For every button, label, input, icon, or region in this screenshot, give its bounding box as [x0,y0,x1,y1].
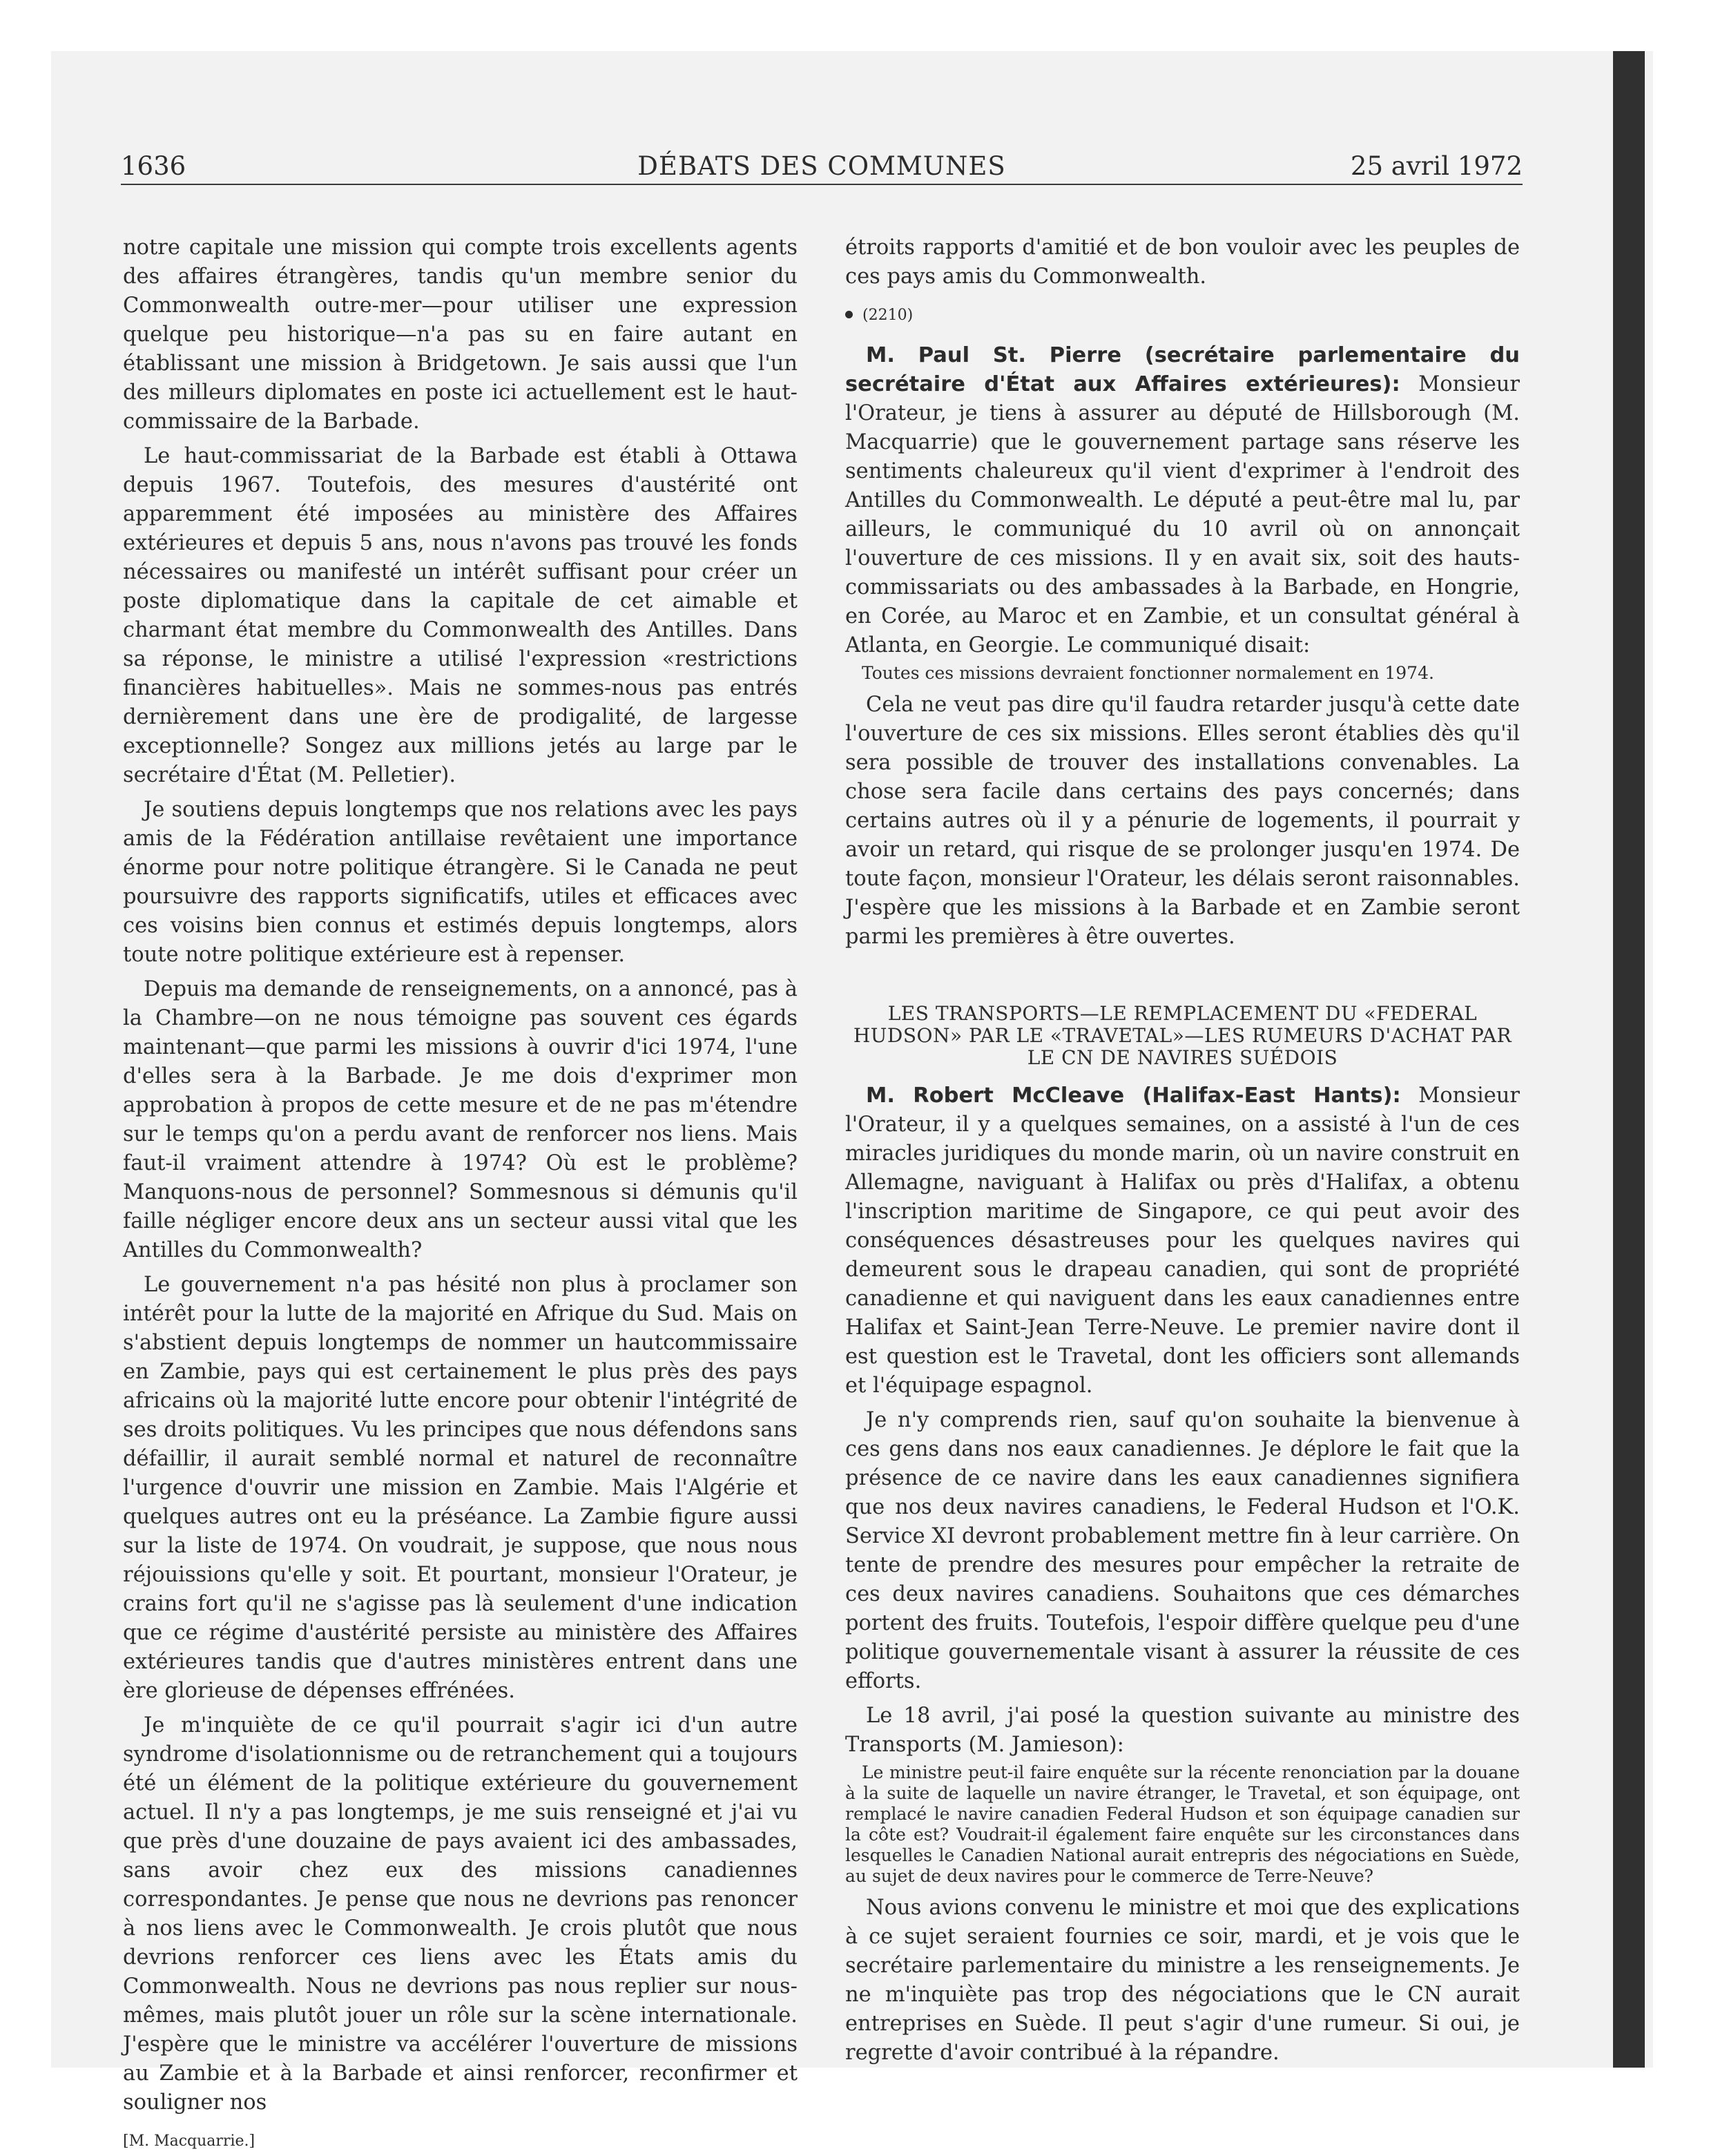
page-date: 25 avril 1972 [1350,151,1523,181]
speaker-footer: [M. Macquarrie.] [123,2133,255,2150]
paragraph: Je soutiens depuis longtemps que nos relations avec les pays amis de la Fédération antillaise revêtaient une importance énorme pour notre politique étrangère. Si le Canada ne peut poursuivre des rapports significatifs, utiles et efficaces avec ces voisins bien connus et estimés depuis longtemps, alors toute notre politique extérieure est à repenser. [123,798,798,967]
speech-text: Monsieur l'Orateur, je tiens à assurer au député de Hillsborough (M. Macquarrie) que le gouvernement partage sans réserve les sentiments chaleureux qu'il vient d'exprimer à l'endroit des Antilles du Commonwealth. Le député a peut-être mal lu, par ailleurs, le communiqué du 10 avril où on annonçait l'ouverture de ces missions. Il y en avait six, soit des hauts-commissariats ou des ambassades à la Barbade, en Hongrie, en Corée, au Maroc et en Zambie, et un consultat général à Atlanta, en Georgie. Le communiqué disait: [845,372,1520,657]
paragraph: Depuis ma demande de renseignements, on a annoncé, pas à la Chambre—on ne nous témoigne pas souvent ces égards maintenant—que parmi les missions à ouvrir d'ici 1974, l'une d'elles sera à la Barbade. Je me dois d'exprimer mon approbation à propos de cette mesure et de ne pas m'étendre sur le temps qu'on a perdu avant de renforcer nos liens. Mais faut-il vraiment attendre à 1974? Où est le problème? Manquons-nous de personnel? Sommesnous si démunis qu'il faille négliger encore deux ans un secteur aussi vital que les Antilles du Commonwealth? [123,977,798,1262]
speech-text: Monsieur l'Orateur, il y a quelques semaines, on a assisté à l'un de ces miracles juridiques du monde marin, où un navire construit en Allemagne, naviguant à Halifax ou près d'Halifax, a obtenu l'inscription maritime de Singapore, ce qui peut avoir des conséquences désastreuses pour les quelques navires qui demeurent sous le drapeau canadien, qui sont de propriété canadienne et qui naviguent dans les eaux canadiennes entre Halifax et Saint-Jean Terre-Neuve. Le premier navire dont il est question est le Travetal, dont les officiers sont allemands et l'équipage espagnol. [845,1084,1520,1398]
page-header [121,142,1523,185]
time-marker-text: (2210) [862,307,914,324]
speaker-name: M. Robert McCleave (Halifax-East Hants): [866,1084,1401,1108]
paragraph: Le haut-commissariat de la Barbade est établi à Ottawa depuis 1967. Toutefois, des mesures d'austérité ont apparemment été imposées au ministère des Affaires extérieures et depuis 5 ans, nous n'avons pas trouvé les fonds nécessaires ou manifesté un intérêt suffisant pour créer un poste diplomatique dans la capitale de cet aimable et charmant état membre du Commonwealth des Antilles. Dans sa réponse, le ministre a utilisé l'expression «restrictions financières habituelles». Mais ne sommes-nous pas entrés dernièrement dans une ère de prodigalité, de largesse exceptionnelle? Songez aux millions jetés au large par le secrétaire d'État (M. Pelletier). [123,444,798,787]
paragraph: Cela ne veut pas dire qu'il faudra retarder jusqu'à cette date l'ouverture de ces six missions. Elles seront établies dès qu'il sera possible de trouver des installations convenables. La chose sera facile dans certains des pays concernés; dans certains autres où il y a pénurie de logements, il pourrait y avoir un retard, qui risque de se prolonger jusqu'en 1974. De toute façon, monsieur l'Orateur, les délais seront raisonnables. J'espère que les missions à la Barbade et en Zambie seront parmi les premières à être ouvertes. [845,693,1520,949]
paragraph: notre capitale une mission qui compte trois excellents agents des affaires étrangères, tandis qu'un membre senior du Commonwealth outre-mer—pour utiliser une expression quelque peu historique—n'a pas su en faire autant en établissant une mission à Bridgetown. Je sais aussi que l'un des milleurs diplomates en poste ici actuellement est le haut-commissaire de la Barbade. [123,235,798,434]
left-column [123,233,798,2156]
paragraph: Le 18 avril, j'ai posé la question suivante au ministre des Transports (M. Jamieson): [845,1704,1520,1757]
paragraph: Le gouvernement n'a pas hésité non plus à proclamer son intérêt pour la lutte de la majorité en Afrique du Sud. Mais on s'abstient depuis longtemps de nommer un hautcommissaire en Zambie, pays qui est certainement le plus près des pays africains où la majorité lutte encore pour obtenir l'intégrité de ses droits politiques. Vu les principes que nous défendons sans défaillir, il aurait semblé normal et naturel de reconnaître l'urgence d'ouvrir une mission en Zambie. Mais l'Algérie et quelques autres ont eu la préséance. La Zambie figure aussi sur la liste de 1974. On voudrait, je suppose, que nous nous réjouissions qu'elle y soit. Et pourtant, monsieur l'Orateur, je crains fort qu'il ne s'agisse pas là seulement d'une indication que ce régime d'austérité persiste au ministère des Affaires extérieures tandis que d'autres ministères entrent dans une ère glorieuse de dépenses effrénées. [123,1273,798,1703]
right-column [845,233,1520,2068]
page-title: DÉBATS DES COMMUNES [637,151,1006,181]
block-quote: Toutes ces missions devraient fonctionner normalement en 1974. [862,663,1434,683]
time-marker [845,301,1520,330]
paragraph: Je m'inquiète de ce qu'il pourrait s'agir ici d'un autre syndrome d'isolationnisme ou de retranchement qui a toujours été un élément de la politique extérieure du gouvernement actuel. Il n'y a pas longtemps, je me suis renseigné et j'ai vu que près d'une douzaine de pays avaient ici des ambassades, sans avoir chez eux des missions canadiennes correspondantes. Je pense que nous ne devrions pas renoncer à nos liens avec le Commonwealth. Je crois plutôt que nous devrions renforcer ces liens avec les États amis du Commonwealth. Nous ne devrions pas nous replier sur nous-mêmes, mais plutôt jouer un rôle sur la scène internationale. J'espère que le ministre va accélérer l'ouverture de missions au Zambie et à la Barbade et ainsi renforcer, reconfirmer et souligner nos [123,1713,798,2115]
bullet-icon [845,311,853,318]
section-heading: LES TRANSPORTS—LE REMPLACEMENT DU «FEDERAL HUDSON» PAR LE «TRAVETAL»—LES RUMEURS D'ACHAT PAR LE CN DE NAVIRES SUÉDOIS [853,1002,1512,1069]
page-number: 1636 [121,151,186,181]
block-quote: Le ministre peut-il faire enquête sur la récente renonciation par la douane à la suite de laquelle un navire étranger, le Travetal, et son équipage, ont remplacé le navire canadien Federal Hudson et son équipage canadien sur la côte est? Voudrait-il également faire enquête sur les circonstances dans lesquelles le Canadien National aurait entrepris des négociations en Suède, au sujet de deux navires pour le commerce de Terre-Neuve? [845,1762,1520,1886]
paragraph: Nous avions convenu le ministre et moi que des explications à ce sujet seraient fournies ce soir, mardi, et je vois que le secrétaire parlementaire du ministre a les renseignements. Je ne m'inquiète pas trop des négociations que le CN aurait entreprises en Suède. Il peut s'agir d'une rumeur. Si oui, je regrette d'avoir contribué à la répandre. [845,1896,1520,2065]
paragraph: étroits rapports d'amitié et de bon vouloir avec les peuples de ces pays amis du Commonwealth. [845,235,1520,289]
paragraph: Je n'y comprends rien, sauf qu'on souhaite la bienvenue à ces gens dans nos eaux canadiennes. Je déplore le fait que la présence de ce navire dans les eaux canadiennes signifiera que nos deux navires canadiens, le Federal Hudson et l'O.K. Service XI devront probablement mettre fin à leur carrière. On tente de prendre des mesures pour empêcher la retraite de ces deux navires canadiens. Souhaitons que ces démarches portent des fruits. Toutefois, l'espoir diffère quelque peu d'une politique gouvernementale visant à assurer la réussite de ces efforts. [845,1408,1520,1693]
paragraph [845,1081,1520,1401]
paragraph [845,341,1520,660]
speaker-name: M. Paul St. Pierre (secrétaire parlementaire du secrétaire d'État aux Affaires extérieures): [845,343,1520,396]
scan-edge-shadow [1613,51,1645,2068]
